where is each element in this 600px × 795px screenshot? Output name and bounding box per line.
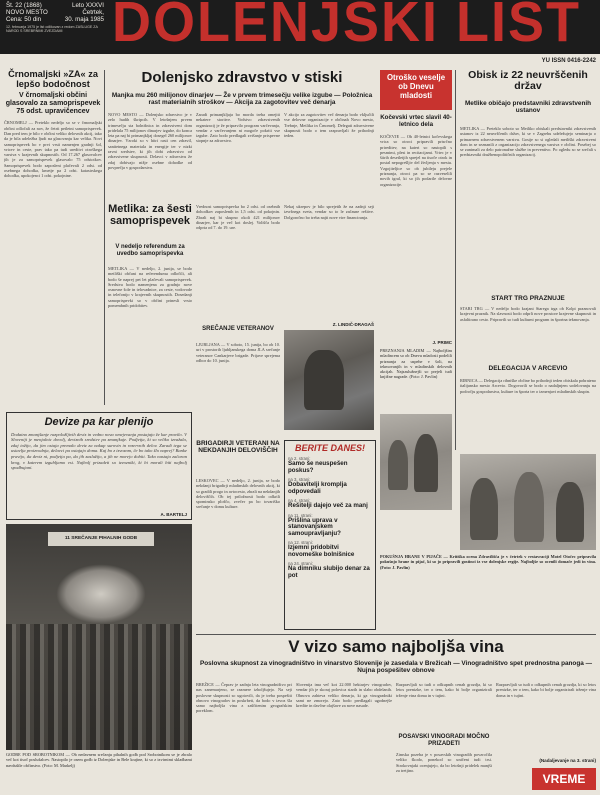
photo-center <box>284 330 374 430</box>
headline-stari-trg: START TRG PRAZNUJE <box>491 295 565 302</box>
deck-metlika: V nedeljo referendum za uvedbo samoprispevka <box>115 244 185 257</box>
berite-item[interactable] <box>288 561 372 579</box>
body-metlika: METLIKA — V nedeljo, 2. junija, se bodo metliški občani na referendumu odločili, ali bodo še naprej pet let plačevali samoprispevek. Sredstva bodo namenjena za gradnjo nove osnovne šole in telovadnice, za ceste, vodovode in telefonijo v krajevnih skupnostih. Dosedanji samoprispevki so v občini prinesli vrsto pomembnih pridobitev. <box>108 266 192 309</box>
berite-text: Rešitelji dajejo več za manj <box>288 502 368 510</box>
berite-item[interactable] <box>288 513 372 538</box>
headline-veterani: SREČANJE VETERANOV <box>202 326 274 332</box>
body-vino-c: Razpravljali so tudi o odkupnih cenah grozdja, ki so letos prenizke, ter o tem, kako bi bolje organizirali trženje vina doma in v tujini. <box>396 682 492 698</box>
deck-obisk: Metlike običajo predstavniki zdravstvenih ustanov <box>464 100 592 115</box>
headline-crnomelj: Črnomaljski »ZA« za lepšo bodočnost <box>8 69 98 89</box>
volume-year: Leto XXXVI <box>72 2 104 9</box>
body-zdravstvo-a: NOVO MESTO — Dolenjsko zdravstvo je v zelo hudih škripcih. V letošnjem prvem trimesečju sta bolnišnica in zdravstveni dom pridelala 75 milijonov dinarjev izgube, do konca leta pa naj bi primanjkljaj dosegel 260 milijonov dinarjev. Vzroki so v hitri rasti cen zdravil, sanitetnega materiala in energije ter v nizki ravni sredstev, ki jih dobi zdravstvo od zdravstvene skupnosti. Delavci v zdravstvu že zdaj dobivajo nižje osebne dohodke od povprečja v gospodarstvu. <box>108 112 192 170</box>
masthead-title: DOLENJSKI LIST <box>112 0 582 50</box>
headline-kocevje: Kočevski vrtec slavil 40-letnico dela <box>380 114 452 129</box>
body-kocevje: KOČEVJE — Ob 40-letnici kočevskega vrtca so otroci pripravili prisrčno prireditev, na kateri so nastopili s pesmimi, plesi in recitacijami. Vrtec je v štirih desetletjih sprejel na tisoče otrok in postal nepogrešljiv del življenja v mestu. Vzgojiteljice so ob jubileju prejele priznanja, otroci pa so se razveselili novih igral, ki so jih podarile delovne organizacije. <box>380 134 452 187</box>
author-devize: A. BARTELJ <box>160 511 187 517</box>
berite-text: Prišlina uprava v stanovanjskem samoupravljanju? <box>288 516 341 537</box>
berite-title: BERITE DANES! <box>294 443 365 453</box>
youth-banner-text: Otroško veselje ob Dnevu mladosti <box>386 73 446 100</box>
body-zdravstvo-d: Nekaj ukrepov je bilo sprejetih že na zadnji seji izvršnega sveta, vendar so to le začasne rešitve. Dolgoročno bo treba najti nove vire financiranja. <box>284 204 374 220</box>
caption-mladim: PREZNANJA MLADIM — Najboljšim mladincem so ob Dnevu mladosti podelili priznanja za uspehe v šoli, na tekmovanjih in v mladinskih delovnih akcijah. Najzaslužnejši so prejeli tudi knjižne nagrade. (Foto: J. Pavlin) <box>380 348 452 380</box>
deck-crnomelj: V črnomaljski občini glasovalo za samoprispevek 75 odst. upravičencev <box>5 92 101 116</box>
berite-page: na 3. strani: <box>288 477 311 483</box>
berite-item[interactable] <box>288 498 372 510</box>
caption-pokusnja: POKUŠNJA HRANE V PIJAČE — Kritiška ocena Zdravilišča je v četrtek v restavraciji Motel Otočec pripravila pokušnjo hrane in pijač, ki so jo pripravili gostinci iz vse dolenjske regije. Najboljše so ocenili domače jedi in vina. (Foto: J. Pavlin) <box>380 554 596 570</box>
body-zdravstvo-c: V akcijo za zagotovitev več denarja bodo vključili vse delovne organizacije v občinah Novo mesto, Trebnje, Metlika in Črnomelj. Delegati zdravstvene skupnosti bodo o tem razpravljali že prihodnji teden. <box>284 112 374 139</box>
award-note: 12. februarja 1975 je list odlikovan z redom ZASLUGE ZA NAROD S SREBRNIMI ZVEZDAMI <box>6 25 98 34</box>
place: NOVO MESTO <box>6 9 48 16</box>
box-berite <box>284 440 376 630</box>
berite-text: Na dimniku slubijo denar za pot <box>288 565 370 579</box>
column-rule <box>455 70 456 450</box>
photo-youth <box>380 414 452 510</box>
body-devize: Dodatno zmanjšanje razpoložljivih deviz in vedno nova omejevanja postajajo že kar pravilo. V Sloveniji je menjalnic dovolj, deviznih sredstev pa zmanjkuje. Podjetja, ki so veliko izvažala, zdaj tožijo, da jim ostaja premalo deviz za nakup surovin in rezervnih delov. Zaradi tega se ustavlja proizvodnja, delavci pa ostajajo doma. Kaj bo z izvozom, če bo tako šlo naprej? Banke pravijo, da deviz ni, podjetja pa, da jih zaslužijo, a jih ne morejo dobiti. Tako nastaja začaran krog, v katerem izgubljamo vsi. Najbolj prizadeti so izvozniki, ki bi morali biti najbolj spodbujani. <box>11 431 187 471</box>
youth-banner <box>380 70 452 110</box>
issue-date: 30. maja 1985 <box>64 16 104 23</box>
body-crnomelj: ČRNOMELJ — Preteklo nedeljo so se v črnomaljski občini odločali za nov, že četrti petletni samoprispevek. Dan pred tem je bilo v občini veliko delovnih akcij, tako da je bila udeležba ljudi na glasovanju kar velika. Novi samoprispevek bo v prvi vrsti namenjen gradnji šol, vrtcev in ceste, prav tako pa tudi ureditvi otroškega varstva v krajevnih skupnostih. Od 17.267 glasovalcev jih je za samoprispevek glasovalo 75 odstotkov. Samoprispevek bodo zaposleni plačevali 2 odst. od osebnega dohodka, kmetje pa 2 odst. katastrskega dohodka, upokojenci 1 odst. pokojnine. <box>4 120 102 179</box>
issue-number: Št. 22 (1868) <box>6 2 42 9</box>
author-zdravstvo: Z. LINDIČ-DRAGAŠ <box>332 322 374 327</box>
photo-pokusnja <box>460 454 596 550</box>
berite-text: Dobavitelji kromplja odpovedali <box>288 481 347 495</box>
berite-page: na 12. strani: <box>288 540 313 546</box>
body-brigadirji: LESKOVEC — V nedeljo, 2. junija, se bodo nekdanji brigadirji mladinskih delovnih akcij, ki so gradili progo in avtocesto, zbrali na nekdanjih deloviščih. Ob tej priložnosti bodo odkrili spominsko ploščo, zvečer pa bo tovariško srečanje v domu kulture. <box>196 478 280 510</box>
continued-note: (Nadaljevanje na 3. strani) <box>539 758 596 763</box>
photo-banner: 11 SREČANJE PIHALNIH GODB <box>48 532 154 546</box>
berite-text: Izjemni pridobitvi novomeške bolnišnice <box>288 544 355 558</box>
berite-page: na 2. strani: <box>288 456 311 462</box>
body-posavski: Zimska pozeba je v posavskih vinogradih povzročila veliko škodo, ponekod so uničeni tudi trsi. Strokovnjaki ocenjujejo, da bo letošnji pridelek manjši za tretjino. <box>396 752 492 773</box>
headline-obisk: Obisk iz 22 neuvrščenih držav <box>468 69 588 93</box>
body-obisk: METLIKA — Preteklo soboto so Metliko obiskali predstavniki zdravstvenih ustanov iz 22 neuvrščenih držav, ki se v Zagrebu udeležujejo seminarja o primarnem zdravstvenem varstvu. Gostje so si ogledali metliški zdravstveni dom in se seznanili z organizacijo zdravstvenega varstva v občini. Posebej so se zanimali za delo patronažne službe in preventivo. Po ogledu so se srečali s predstavniki družbenopolitičnih organizacij. <box>460 126 596 158</box>
headline-arcevio: DELEGACIJA V ARCEVIO <box>488 365 568 372</box>
berite-page: na 4. strani: <box>288 498 311 504</box>
body-arcevio: RIBNICA — Delegacija ribniške občine bo prihodnji teden obiskala pobrateno italijansko mesto Arcevio. Dogovorili se bodo o nadaljnjem sodelovanju na področju gospodarstva, kulture in športa ter o izmenjavi mladinskih skupin. <box>460 378 596 394</box>
vreme-ad-text: VREME <box>542 772 586 786</box>
body-zdravstvo-b: Zaradi primanjkljaja bo morda treba omejiti nekatere storitve. Vodstvo zdravstvenih organizacij je že pripravilo program varčevanja, vendar z varčevanjem ni mogoče pokriti vse izgube. Zato bodo predlagali zvišanje prispevne stopnje za zdravstvo. <box>196 112 280 144</box>
headline-zdravstvo: Dolenjsko zdravstvo v stiski <box>141 69 343 86</box>
headline-metlika: Metlika: za šesti samoprispevek <box>108 203 192 227</box>
deck-vino: Poslovna skupnost za vinogradništvo in vinarstvo Slovenije je zasedala v Brežicah — Vinogradništvo spet prednostna panoga — Nujna pospešitev obnove <box>200 660 592 675</box>
weekday: Četrtek, <box>82 9 104 16</box>
berite-item[interactable] <box>288 540 372 558</box>
body-vino-d: Razpravljali so tudi o odkupnih cenah grozdja, ki so letos prenizke, ter o tem, kako bi bolje organizirali trženje vina doma in v tujini. <box>496 682 596 698</box>
price: Cena: 50 din <box>6 16 42 23</box>
deck-zdravstvo: Manjka mu 260 milijonov dinarjev — Že v prvem trimesečju velike izgube — Položnica rast materialnih stroškov — Akcija za zagotovitev več denarja <box>111 92 373 107</box>
body-metlika-b: Vrednost samoprispevka bo 2 odst. od osebnih dohodkov zaposlenih in 1,5 odst. od pokojnin. Zbrali naj bi skupno okoli 421 milijonov dinarjev, kar je več kot doslej. Volišča bodo odprta od 7. do 19. ure. <box>196 204 280 231</box>
box-devize <box>6 412 192 520</box>
body-stari-trg: STARI TRG — V nedeljo bodo krajani Starega trga ob Kolpi praznovali krajevni praznik. Na slavnosti bodo odprli nove prostore krajevne skupnosti in asfaltirano cesto. Pripravili so tudi kulturni program in športna tekmovanja. <box>460 306 596 322</box>
berite-page: na 11. strani: <box>288 512 313 518</box>
berite-item[interactable] <box>288 456 372 474</box>
headline-posavski: POSAVSKI VINOGRADI MOČNO PRIZADETI <box>398 734 490 747</box>
wine-rule <box>196 634 596 635</box>
left-column <box>4 70 102 410</box>
body-veterani: LJUBLJANA — V soboto, 15. junija, bo ob 10. uri v prostorih ljubljanskega doma JLA srečanje veteranov Cankarjeve brigade. Prijave sprejema odbor do 10. junija. <box>196 342 280 363</box>
masthead-info <box>6 2 104 52</box>
berite-item[interactable] <box>288 477 372 495</box>
column-rule <box>104 70 105 405</box>
body-vino-a: BREŽICE — Čeprav je zadnja leta vinogradništvo pri nas zanemarjeno, se razmere izboljšujejo. Na seji poslovne skupnosti so ugotovili, da je treba pospešiti obnovo vinogradov in poskrbeti, da bodo v izvoz šla samo najboljša vina z zaščitenim geografskim poreklom. <box>196 682 292 714</box>
vreme-ad <box>532 768 596 790</box>
photo-godbe <box>6 524 192 750</box>
body-vino-b: Slovenija ima več kot 22.000 hektarjev vinogradov, vendar jih je skoraj polovica starih in slabo obdelanih. Obnova zahteva veliko denarja, ki ga vinogradniki sami ne zmorejo. Zato bodo predlagali ugodnejše kredite in davčne olajšave za nove nasade. <box>296 682 392 709</box>
caption-godbe: GODBE POD SROBOTNIKOM — Ob nedavnem srečanju pihalnih godb pod Srobotnikom se je zbralo več kot tisoč poslušalcev. Nastopilo je osem godb iz Dolenjske in Bele krajine, ki so z izvirnimi skladbami navdušile občinstvo. (Foto: M. Markelj) <box>6 752 192 768</box>
issn: YU ISSN 0416-2242 <box>541 58 596 64</box>
berite-text: Samo še neuspešen poskus? <box>288 460 348 474</box>
author-kocevje: J. PRIMC <box>432 340 452 345</box>
berite-page: na 24. strani: <box>288 561 313 567</box>
headline-devize: Devize pa kar plenijo <box>44 416 154 428</box>
headline-vino: V vizo samo najboljša vina <box>288 637 504 656</box>
berite-list <box>288 456 372 579</box>
headline-brigadirji: BRIGADIRJI VETERANI NA NEKDANJIH DELOVIŠČIH <box>196 440 280 455</box>
